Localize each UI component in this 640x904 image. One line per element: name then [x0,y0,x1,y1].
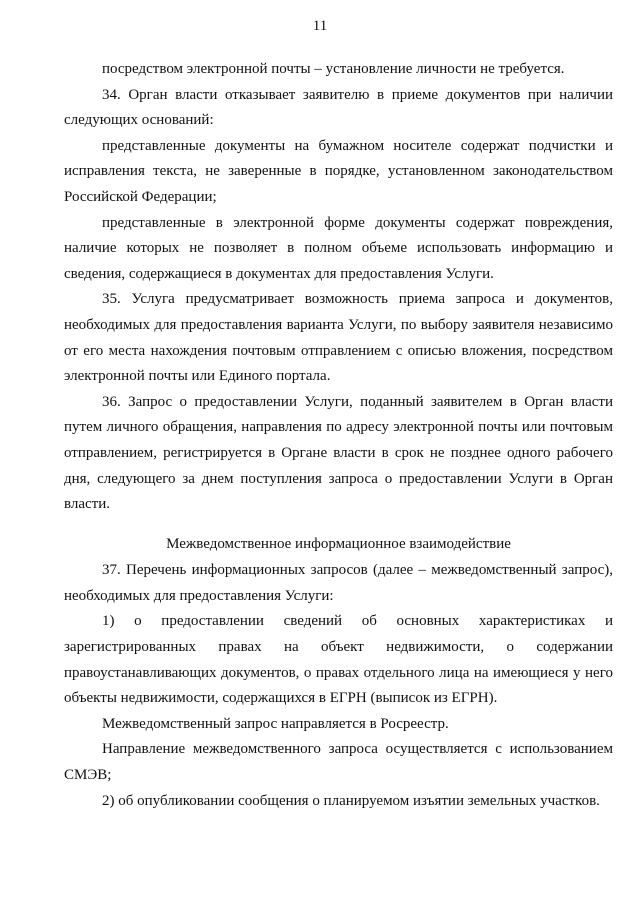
page-number: 11 [312,18,328,34]
paragraph-35: 35. Услуга предусматривает возможность приема запроса и документов, необходимых для предоставления варианта Услуги, по выбору заявителя независимо от его места нахождения почтовым отправлением с описью вложения, посредством электронной почты или Единого портала. [64,291,613,385]
paragraph-37-item-1-channel: Направление межведомственного запроса осуществляется с использованием СМЭВ; [64,741,613,784]
paragraph-34: 34. Орган власти отказывает заявителю в приеме документов при наличии следующих оснований: [64,86,613,129]
paragraph-37-item-1-recipient: Межведомственный запрос направляется в Росреестр. [102,715,449,732]
document-body [64,57,613,814]
section-heading: Межведомственное информационное взаимодействие [166,535,511,552]
paragraph-37: 37. Перечень информационных запросов (далее – межведомственный запрос), необходимых для предоставления Услуги: [64,562,613,604]
paragraph-34-ground-2: представленные в электронной форме документы содержат повреждения, наличие которых не позволяет в полном объеме использовать информацию и сведения, содержащиеся в документах для предоставления Услуги. [64,214,613,282]
paragraph-37-item-1: 1) о предоставлении сведений об основных характеристиках и зарегистрированных правах на объект недвижимости, о содержании правоустанавливающих документов, о правах отдельного лица на имеющиеся у него объекты недвижимости, содержащихся в ЕГРН (выписок из ЕГРН). [64,613,613,707]
paragraph-continuation: посредством электронной почты – установление личности не требуется. [102,61,565,77]
paragraph-36: 36. Запрос о предоставлении Услуги, поданный заявителем в Орган власти путем личного обращения, направления по адресу электронной почты или почтовым отправлением, регистрируется в Органе власти в срок не позднее одного рабочего дня, следующего за днем поступления запроса о предоставлении Услуги в Орган власти. [64,393,613,513]
paragraph-37-item-2: 2) об опубликовании сообщения о планируемом изъятии земельных участков. [102,792,600,809]
paragraph-34-ground-1: представленные документы на бумажном носителе содержат подчистки и исправления текста, не заверенные в порядке, установленном законодательством Российской Федерации; [64,137,613,205]
